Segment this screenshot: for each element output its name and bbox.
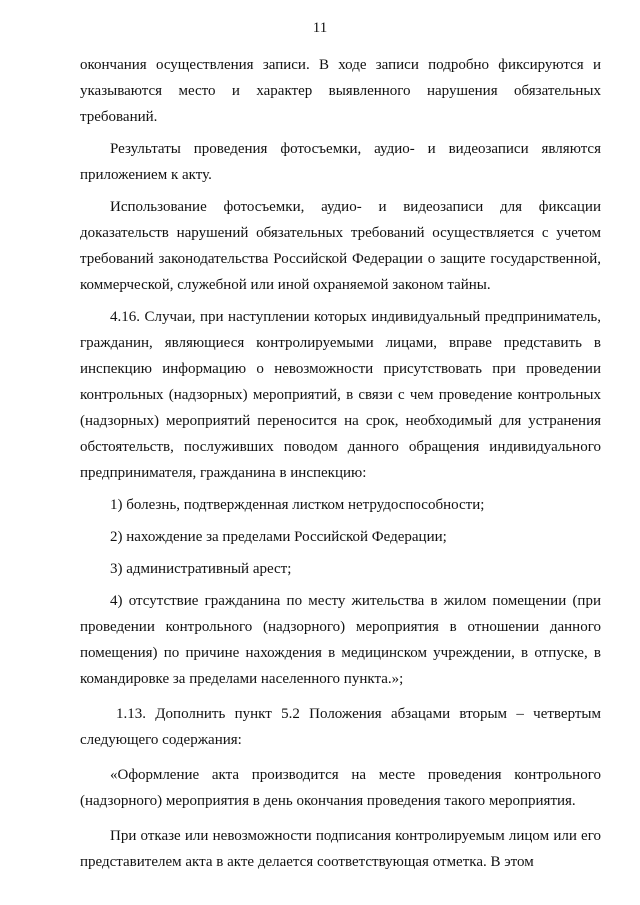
list-item-2: 2) нахождение за пределами Российской Федерации; [110, 529, 447, 545]
paragraph-4-16: 4.16. Случаи, при наступлении которых индивидуальный предприниматель, гражданин, являющиеся контролируемыми лицами, вправе представить в инспекцию информацию о невозможности присутствовать при проведении контрольных (надзорных) мероприятий, в связи с чем проведение контрольных (надзорных) мероприятий переносится на срок, необходимый для устранения обстоятельств, послуживших поводом данного обращения индивидуального предпринимателя, гражданина в инспекцию: [80, 309, 601, 481]
paragraph-act-drafting: «Оформление акта производится на месте проведения контрольного (надзорного) мероприятия в день окончания проведения такого мероприятия. [80, 767, 601, 809]
paragraph-refusal: При отказе или невозможности подписания контролируемым лицом или его представителем акта в акте делается соответствующая отметка. В этом [80, 828, 601, 870]
list-item-3: 3) административный арест; [110, 561, 292, 577]
list-item-1: 1) болезнь, подтвержденная листком нетрудоспособности; [110, 497, 485, 513]
page-number: 11 [312, 20, 328, 36]
paragraph-1-13: 1.13. Дополнить пункт 5.2 Положения абзацами вторым – четвертым следующего содержания: [80, 706, 601, 748]
document-body [80, 52, 601, 875]
paragraph-continuation: окончания осуществления записи. В ходе записи подробно фиксируются и указываются место и характер выявленного нарушения обязательных требований. [80, 57, 601, 125]
paragraph-photo-results: Результаты проведения фотосъемки, аудио- и видеозаписи являются приложением к акту. [80, 141, 601, 183]
paragraph-photo-usage: Использование фотосъемки, аудио- и видеозаписи для фиксации доказательств нарушений обязательных требований осуществляется с учетом требований законодательства Российской Федерации о защите государственной, коммерческой, служебной или иной охраняемой законом тайны. [80, 199, 601, 293]
list-item-4: 4) отсутствие гражданина по месту жительства в жилом помещении (при проведении контрольного (надзорного) мероприятия в отношении данного помещения) по причине нахождения в медицинском учреждении, в отпуске, в командировке за пределами населенного пункта.»; [80, 593, 601, 687]
